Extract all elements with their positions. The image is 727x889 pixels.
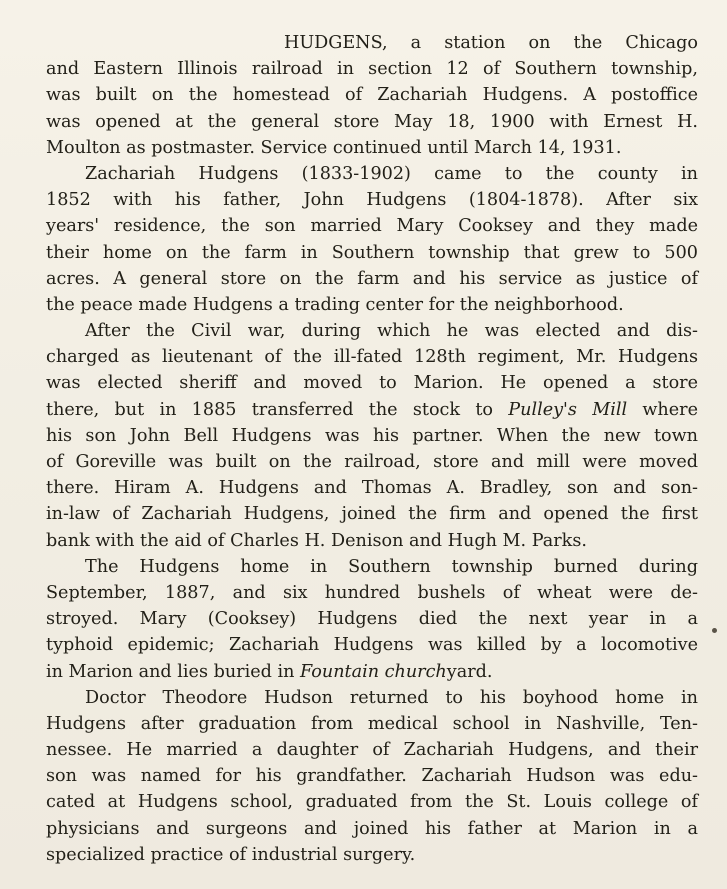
text-line: cated at Hudgens school, graduated from the St. Louis college of (46, 792, 698, 813)
text-line: After the Civil war, during which he was elected and dis- (85, 321, 698, 342)
text-line: The Hudgens home in Southern township burned during (85, 556, 698, 577)
text-line: years' residence, the son married Mary Cooksey and they made (46, 216, 698, 237)
text-line: nessee. He married a daughter of Zachariah Hudgens, and their (46, 740, 698, 761)
text-line: his son John Bell Hudgens was his partner. When the new town (46, 425, 698, 446)
text-line: and Eastern Illinois railroad in section 12 of Southern township, (46, 59, 698, 80)
place-name: Fountain church (300, 661, 447, 682)
text-line: in-law of Zachariah Hudgens, joined the firm and opened the first (46, 504, 698, 525)
ink-spot (712, 628, 717, 633)
text-line: was built on the homestead of Zachariah Hudgens. A postoffice (46, 85, 698, 106)
text-line: Hudgens after graduation from medical school in Nashville, Ten- (46, 713, 698, 734)
text-line: was elected sheriff and moved to Marion. He opened a store (46, 373, 698, 394)
text-line: HUDGENS, a station on the Chicago (284, 33, 698, 53)
text-line: specialized practice of industrial surgery. (46, 844, 416, 865)
text-line: stroyed. Mary (Cooksey) Hudgens died the next year in a (46, 609, 698, 630)
entry-title: HUDGENS (284, 33, 382, 53)
text-line: Moulton as postmaster. Service continued until March 14, 1931. (46, 137, 622, 158)
text-line: there, but in 1885 transferred the stock to Pulley's Mill where (46, 399, 698, 420)
text-line: of Goreville was built on the railroad, store and mill were moved (46, 452, 698, 472)
text-line: their home on the farm in Southern township that grew to 500 (46, 242, 698, 263)
article-body (46, 30, 698, 868)
text-line: son was named for his grandfather. Zachariah Hudson was edu- (46, 766, 698, 787)
text-line: 1852 with his father, John Hudgens (1804-1878). After six (46, 190, 698, 211)
text-line: physicians and surgeons and joined his father at Marion in a (46, 818, 698, 839)
text-line: bank with the aid of Charles H. Denison and Hugh M. Parks. (46, 530, 587, 551)
text-line: charged as lieutenant of the ill-fated 128th regiment, Mr. Hudgens (46, 347, 698, 368)
text-line: was opened at the general store May 18, 1900 with Ernest H. (46, 111, 698, 132)
text-line: there. Hiram A. Hudgens and Thomas A. Bradley, son and son- (46, 478, 698, 499)
text-line: the peace made Hudgens a trading center for the neighborhood. (46, 294, 624, 315)
place-name: Pulley's Mill (508, 399, 628, 420)
text-line: Doctor Theodore Hudson returned to his boyhood home in (85, 687, 698, 708)
text-line: Zachariah Hudgens (1833-1902) came to the county in (85, 163, 698, 184)
text-line: acres. A general store on the farm and his service as justice of (46, 268, 698, 289)
text-line: in Marion and lies buried in Fountain churchyard. (46, 661, 493, 682)
text-line: typhoid epidemic; Zachariah Hudgens was killed by a locomotive (46, 635, 698, 656)
text-line: September, 1887, and six hundred bushels of wheat were de- (46, 582, 698, 603)
